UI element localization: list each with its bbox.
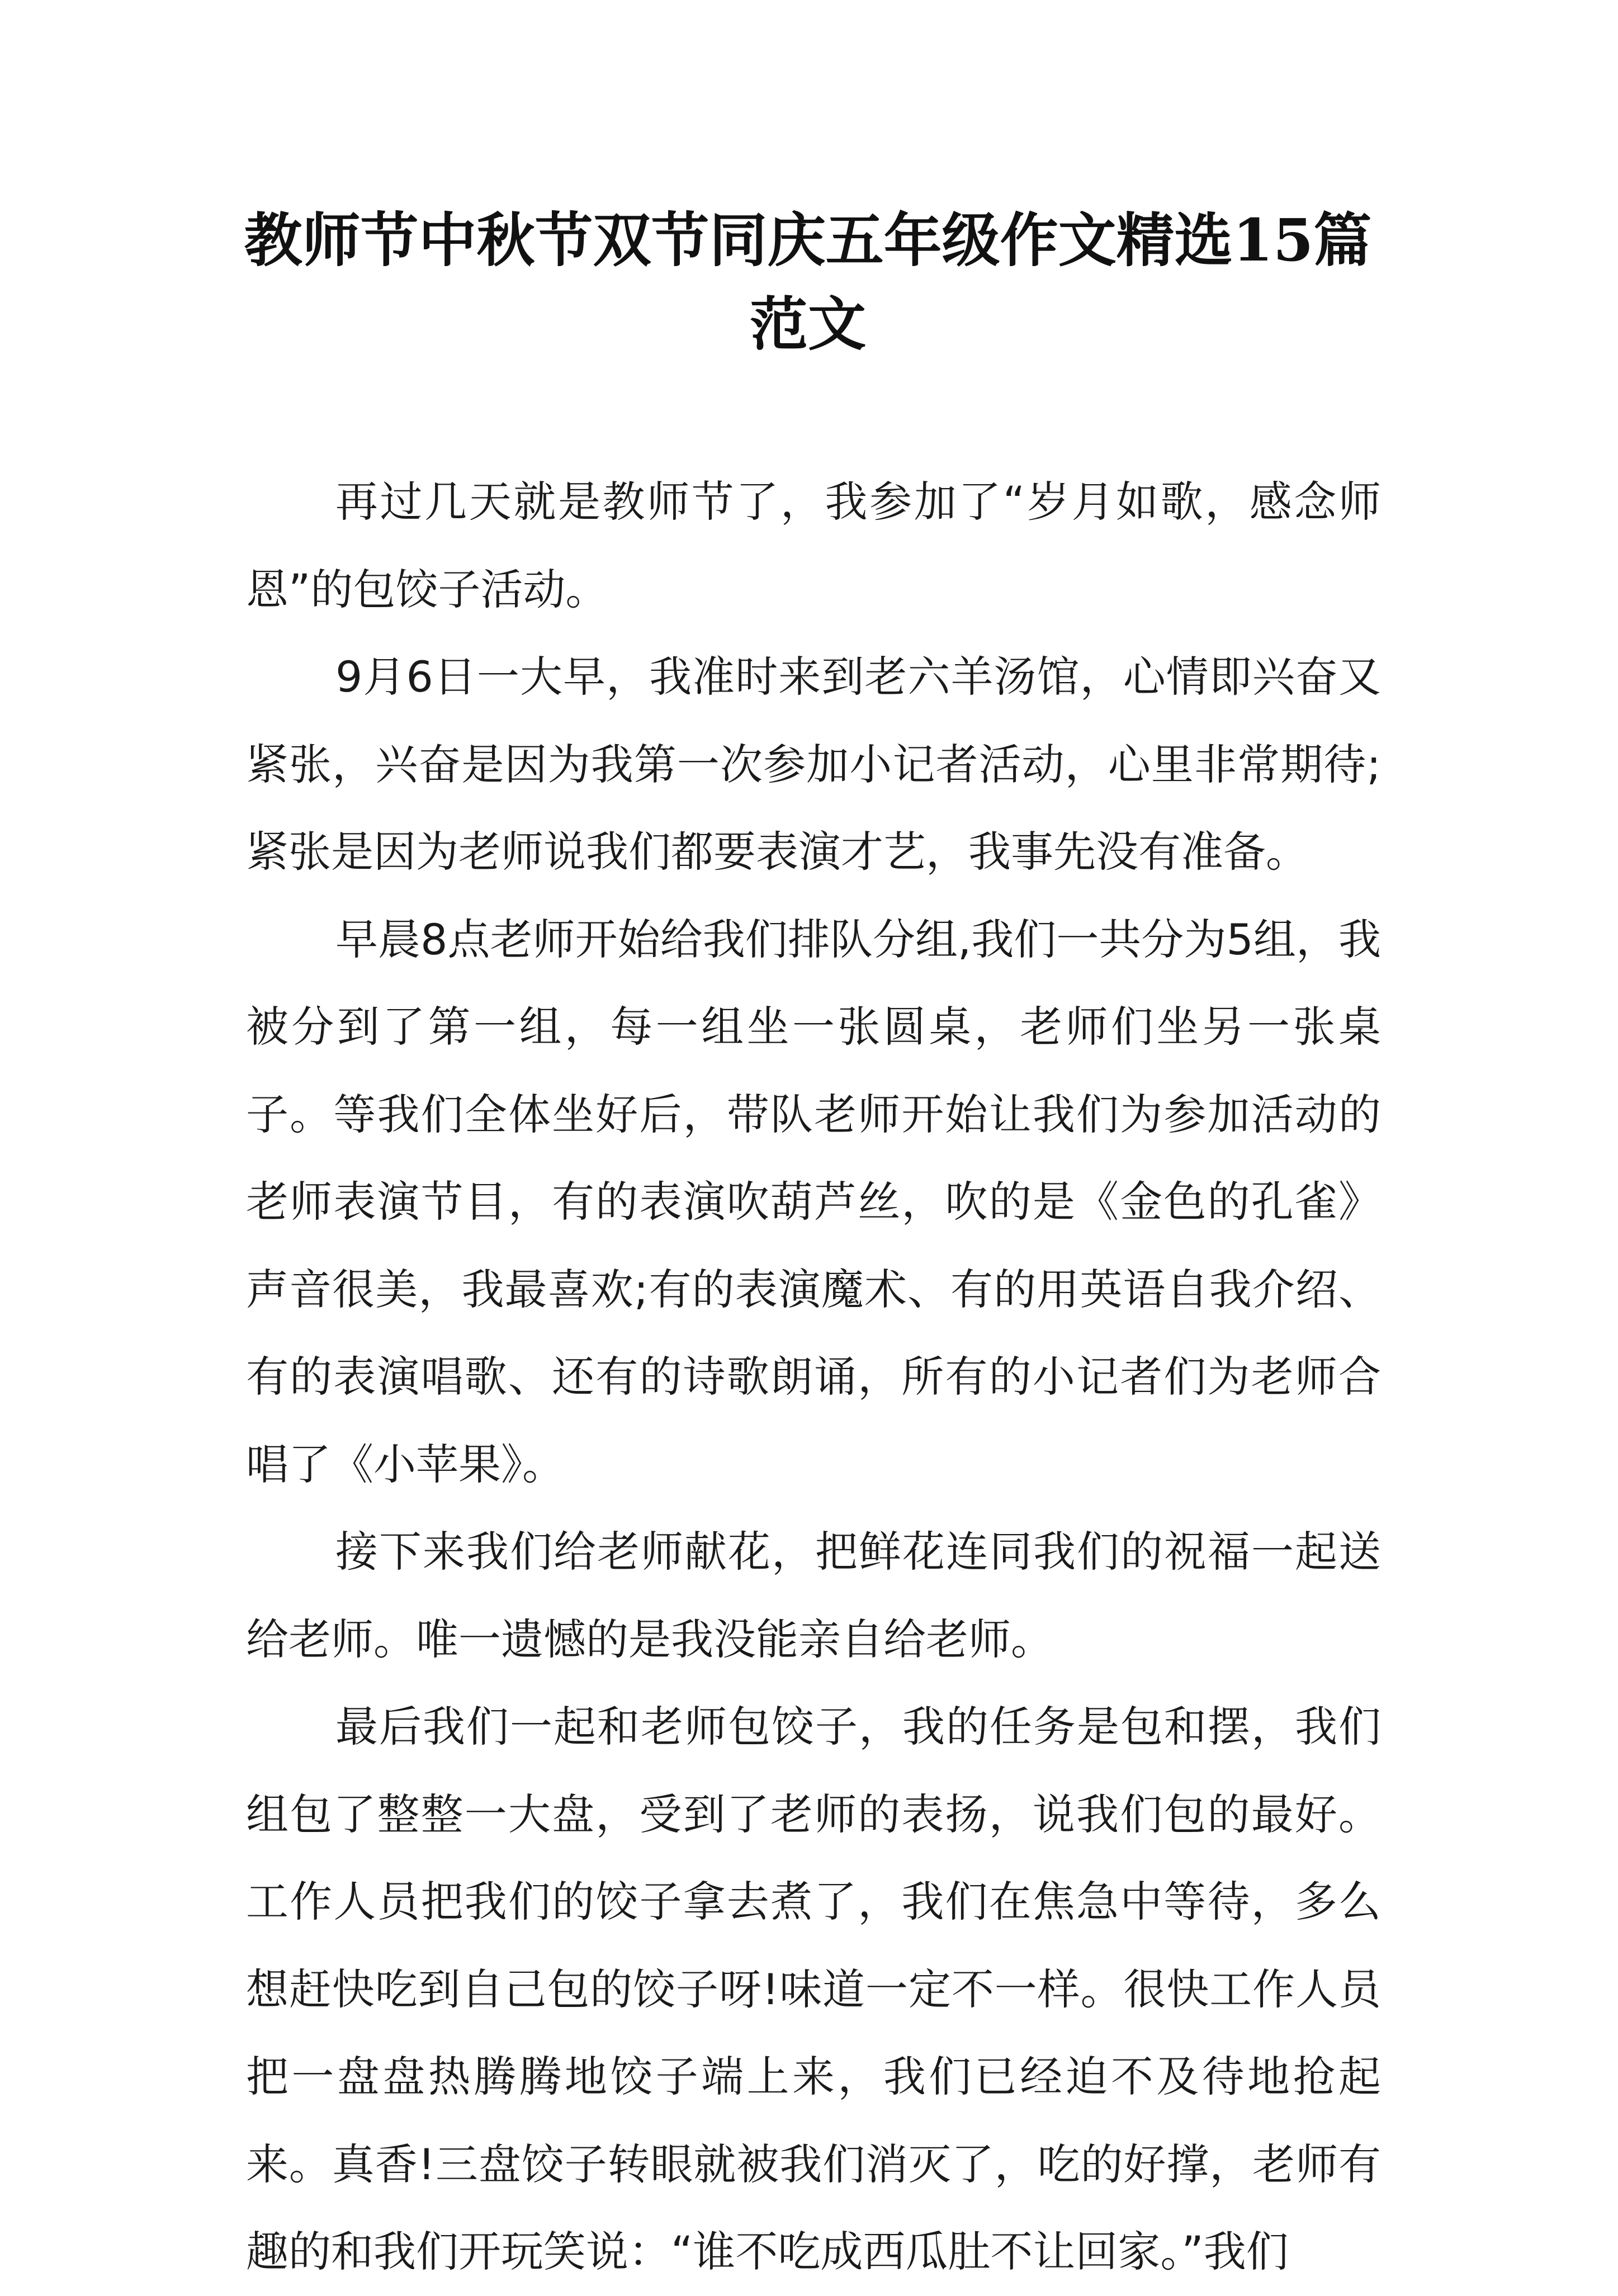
document-title: 教师节中秋节双节同庆五年级作文精选15篇范文: [244, 206, 1372, 358]
paragraph: 早晨8点老师开始给我们排队分组,我们一共分为5组，我被分到了第一组，每一组坐一张圆桌，老师们坐另一张桌子。等我们全体坐好后，带队老师开始让我们为参加活动的老师表演节目，有的表演吹葫芦丝，吹的是《金色的孔雀》声音很美，我最喜欢;有的表演魔术、有的用英语自我介绍、有的表演唱歌、还有的诗歌朗诵，所有的小记者们为老师合唱了《小苹果》。: [246, 914, 1381, 1489]
paragraph: 9月6日一大早，我准时来到老六羊汤馆，心情即兴奋又紧张，兴奋是因为我第一次参加小记者活动，心里非常期待;紧张是因为老师说我们都要表演才艺，我事先没有准备。: [246, 652, 1381, 877]
paragraph: 接下来我们给老师献花，把鲜花连同我们的祝福一起送给老师。唯一遗憾的是我没能亲自给老师。: [246, 1527, 1381, 1664]
document-body: [246, 458, 1381, 2296]
paragraph: 再过几天就是教师节了，我参加了“岁月如歌，感念师恩”的包饺子活动。: [246, 477, 1381, 614]
paragraph: 最后我们一起和老师包饺子，我的任务是包和摆，我们组包了整整一大盘，受到了老师的表扬，说我们包的最好。工作人员把我们的饺子拿去煮了，我们在焦急中等待，多么想赶快吃到自己包的饺子呀!味道一定不一样。很快工作人员把一盘盘热腾腾地饺子端上来，我们已经迫不及待地抢起来。真香!三盘饺子转眼就被我们消灭了，吃的好撑，老师有趣的和我们开玩笑说：“谁不吃成西瓜肚不让回家。”我们: [246, 1702, 1381, 2276]
